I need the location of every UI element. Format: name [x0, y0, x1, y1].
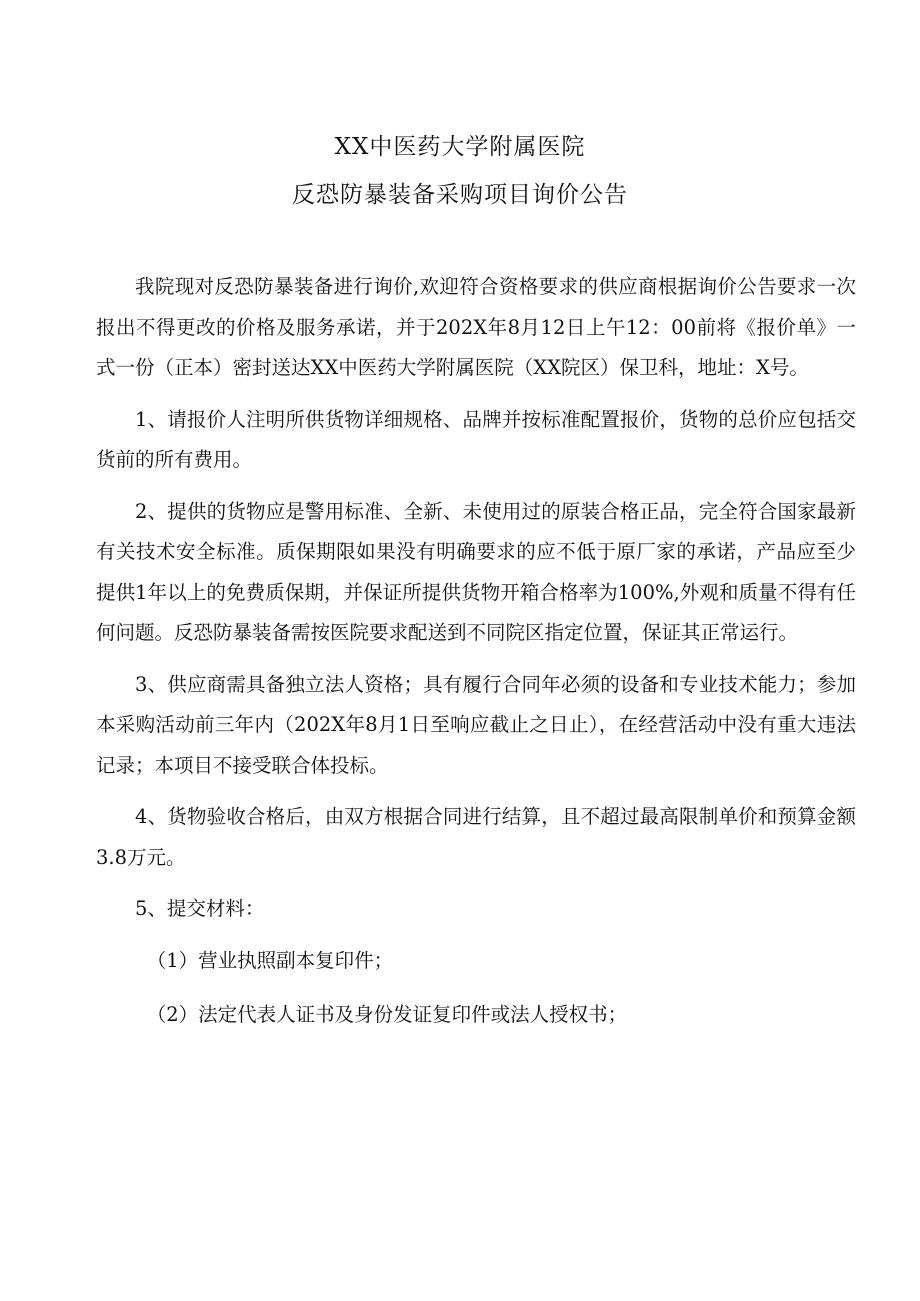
item-5: 5、提交材料： — [135, 897, 265, 920]
item-1: 1、请报价人注明所供货物详细规格、品牌并按标准配置报价，货物的总价应包括交货前的所有费用。 — [96, 407, 856, 471]
material-1: （1）营业执照副本复印件； — [146, 948, 394, 972]
item-3: 3、供应商需具备独立法人资格；具有履行合同年必须的设备和专业技术能力；参加本采购活动前三年内（202X年8月1日至响应截止之日止），在经营活动中没有重大违法记录；本项目不接受联合体投标。 — [96, 672, 856, 777]
document-body — [96, 267, 856, 1050]
intro-paragraph: 我院现对反恐防暴装备进行询价,欢迎符合资格要求的供应商根据询价公告要求一次报出不得更改的价格及服务承诺，并于202X年8月12日上午12：00前将《报价单》一式一份（正本）密封送达XX中医药大学附属医院（XX院区）保卫科，地址：X号。 — [96, 275, 856, 379]
item-2: 2、提供的货物应是警用标准、全新、未使用过的原装合格正品，完全符合国家最新有关技术安全标准。质保期限如果没有明确要求的应不低于原厂家的承诺，产品应至少提供1年以上的免费质保期，并保证所提供货物开箱合格率为100%,外观和质量不得有任何问题。反恐防暴装备需按医院要求配送到不同院区指定位置，保证其正常运行。 — [96, 499, 856, 644]
item-4: 4、货物验收合格后，由双方根据合同进行结算，且不超过最高限制单价和预算金额3.8万元。 — [96, 805, 856, 869]
document-title-line2: 反恐防暴装备采购项目询价公告 — [292, 182, 628, 208]
material-2: （2）法定代表人证书及身份发证复印件或法人授权书； — [146, 1003, 628, 1026]
document-title-line1: XX中医药大学附属医院 — [334, 134, 586, 160]
